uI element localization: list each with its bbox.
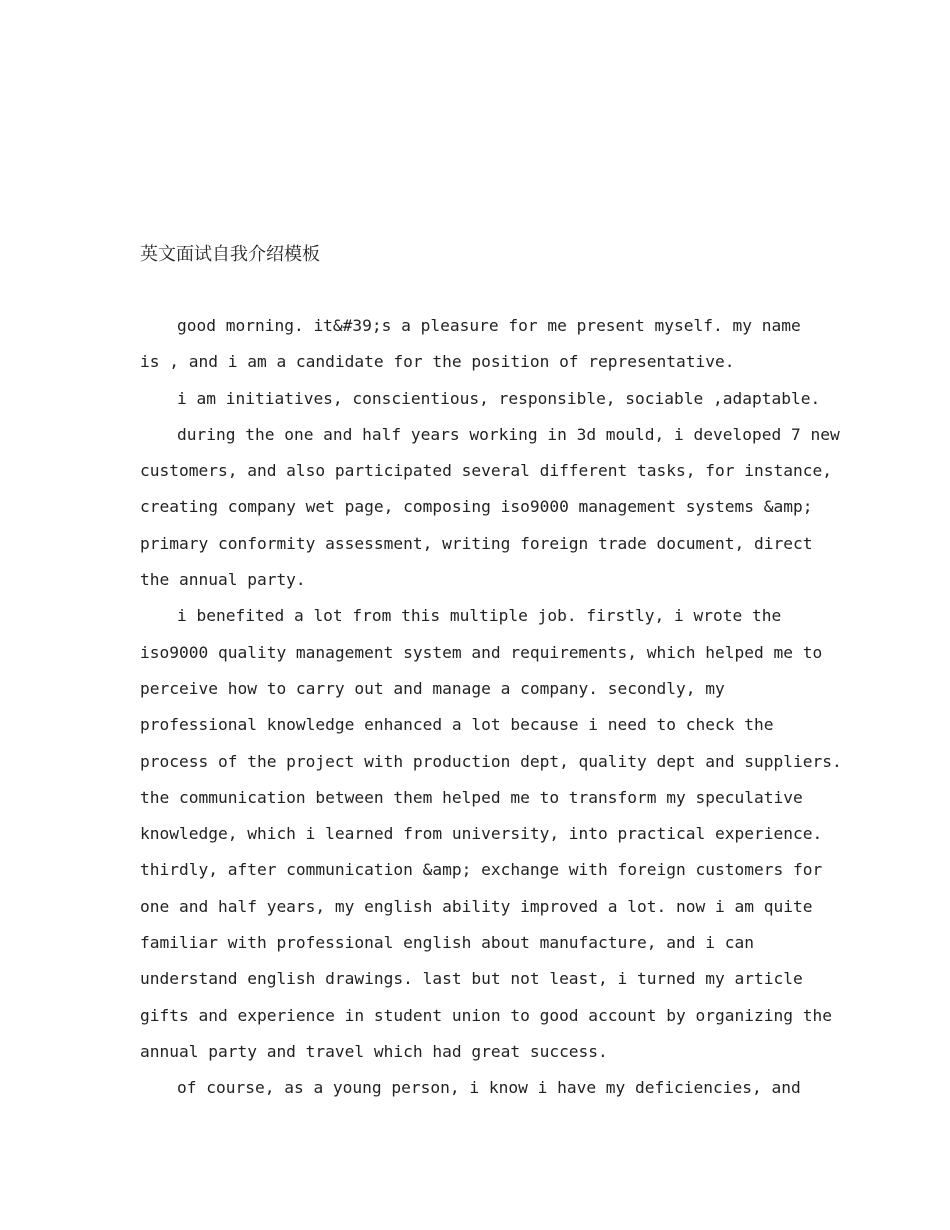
body-line: customers, and also participated several different tasks, for instance, <box>140 461 832 481</box>
body-line: one and half years, my english ability improved a lot. now i am quite <box>140 896 813 916</box>
body-line: creating company wet page, composing iso9000 management systems &amp; <box>140 497 813 517</box>
body-line: is , and i am a candidate for the position of representative. <box>140 352 735 372</box>
body-line: i am initiatives, conscientious, responsible, sociable ,adaptable. <box>177 388 821 408</box>
body-line: i benefited a lot from this multiple job. firstly, i wrote the <box>177 606 782 626</box>
body-line: primary conformity assessment, writing foreign trade document, direct <box>140 533 813 553</box>
body-line: thirdly, after communication &amp; exchange with foreign customers for <box>140 860 823 880</box>
body-line: gifts and experience in student union to good account by organizing the <box>140 1005 832 1025</box>
body-line: during the one and half years working in 3d mould, i developed 7 new <box>177 424 840 444</box>
body-line: familiar with professional english about manufacture, and i can <box>140 933 754 953</box>
body-line: perceive how to carry out and manage a company. secondly, my <box>140 678 725 698</box>
body-line: the annual party. <box>140 570 306 590</box>
body-line: process of the project with production dept, quality dept and suppliers. <box>140 751 842 771</box>
body-line: understand english drawings. last but not least, i turned my article <box>140 969 803 989</box>
body-line: professional knowledge enhanced a lot because i need to check the <box>140 715 774 735</box>
document-body <box>140 316 842 1115</box>
document-title: 英文面试自我介绍模板 <box>140 244 320 265</box>
body-line: good morning. it&#39;s a pleasure for me present myself. my name <box>177 316 801 335</box>
body-line: knowledge, which i learned from university, into practical experience. <box>140 824 823 844</box>
body-line: the communication between them helped me to transform my speculative <box>140 787 803 807</box>
body-line: annual party and travel which had great success. <box>140 1041 608 1061</box>
body-line: iso9000 quality management system and requirements, which helped me to <box>140 642 823 662</box>
body-line: of course, as a young person, i know i have my deficiencies, and <box>177 1078 801 1098</box>
